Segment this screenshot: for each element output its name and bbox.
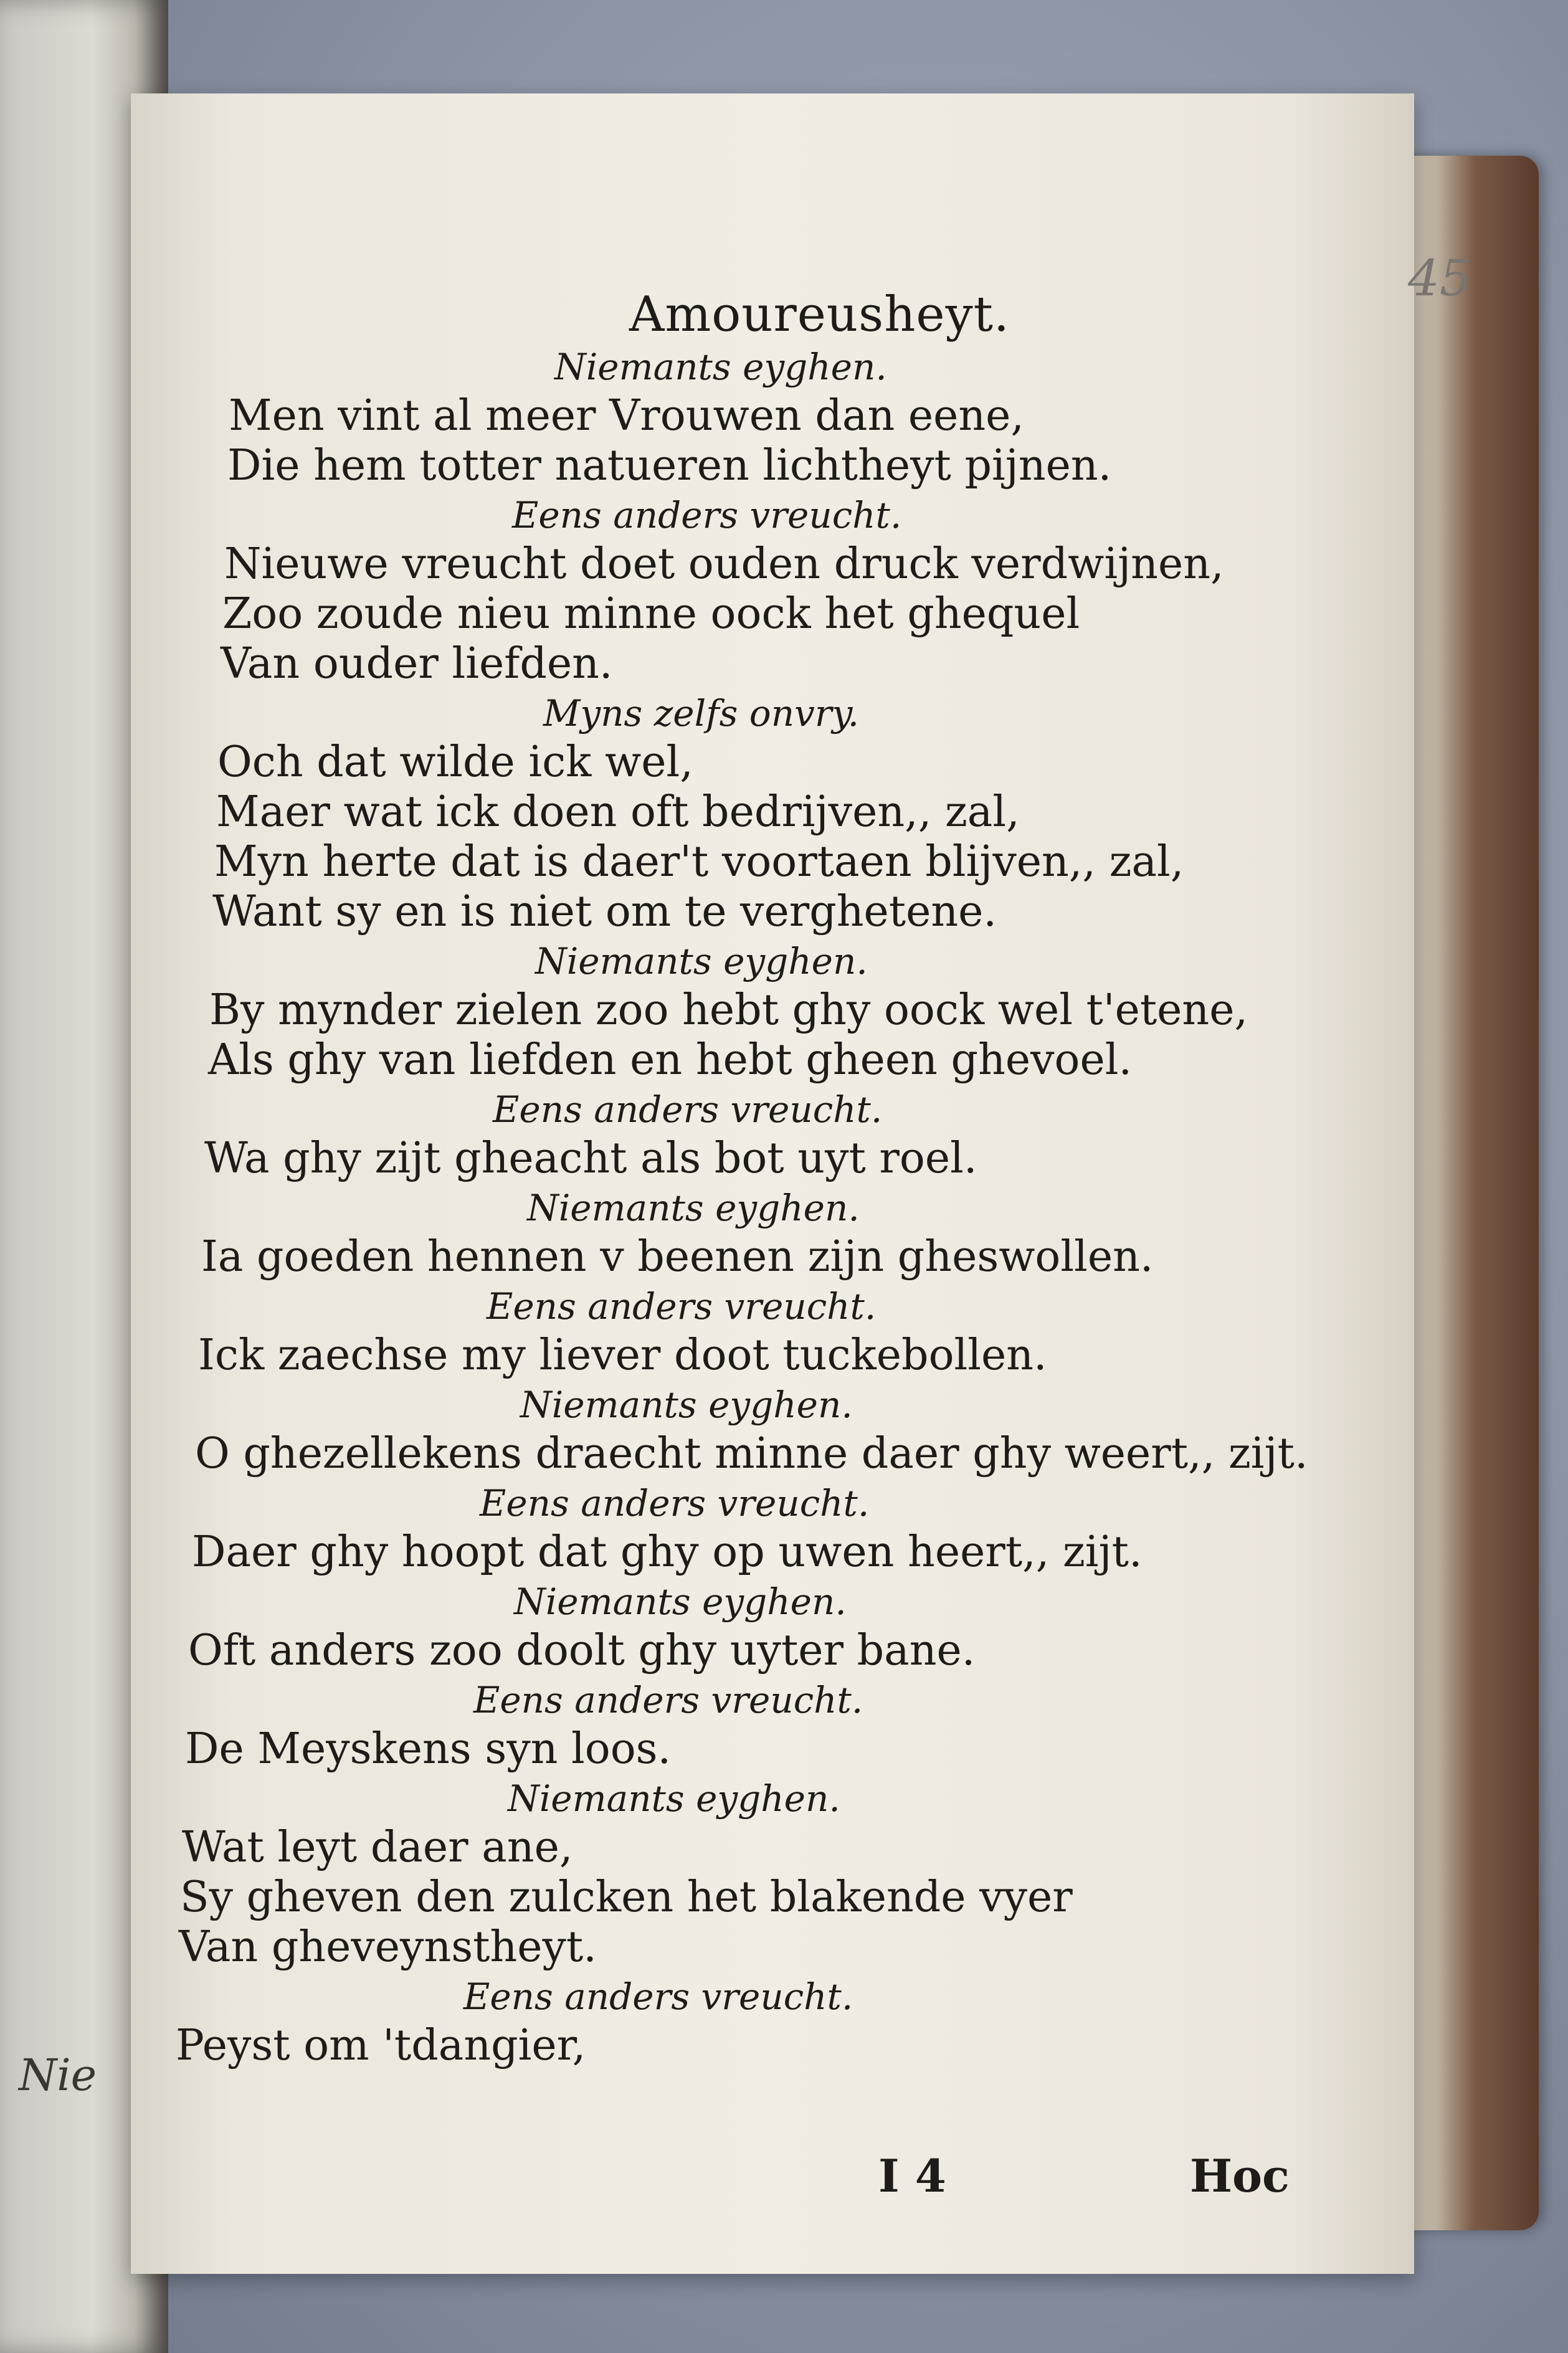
verse-line: O ghezellekens draecht minne daer ghy weert,, zijt. (195, 1429, 1308, 1478)
verse-line: Daer ghy hoopt dat ghy op uwen heert,, zijt. (192, 1528, 1143, 1577)
page-footer (131, 2149, 1414, 2212)
verse-line: Wa ghy zijt gheacht als bot uyt roel. (204, 1134, 977, 1183)
speaker-heading: Eens anders vreucht. (512, 494, 902, 536)
verse-line: Nieuwe vreucht doet ouden druck verdwijnen, (224, 540, 1224, 589)
verse-line: Ia goeden hennen v beenen zijn gheswollen. (201, 1232, 1154, 1281)
speaker-heading: Niemants eyghen. (554, 346, 887, 388)
speaker-heading: Niemants eyghen. (514, 1581, 847, 1623)
speaker-heading: Eens anders vreucht. (473, 1679, 863, 1721)
catchword: Hoc (1190, 2149, 1290, 2202)
verse-line: Wat leyt daer ane, (182, 1823, 573, 1872)
verse-line: By mynder zielen zoo hebt ghy oock wel t'etene, (209, 986, 1248, 1035)
verse-line: Zoo zoude nieu minne oock het ghequel (222, 589, 1080, 639)
verse-line: Maer wat ick doen oft bedrijven,, zal, (216, 787, 1020, 837)
verse-lines (176, 343, 1414, 2071)
verse-line: Men vint al meer Vrouwen dan eene, (229, 391, 1024, 440)
speaker-heading: Niemants eyghen. (520, 1384, 853, 1426)
book-cover-edge (1395, 156, 1539, 2230)
book-page (131, 93, 1471, 2274)
speaker-heading: Eens anders vreucht. (487, 1285, 877, 1328)
verse-line: Myn herte dat is daer't voortaen blijven,, zal, (214, 837, 1184, 887)
verse-line: Van ouder liefden. (221, 639, 613, 688)
running-head: Amoureusheyt. (629, 287, 1010, 343)
speaker-heading: Niemants eyghen. (527, 1187, 860, 1229)
speaker-heading: Eens anders vreucht. (463, 1975, 853, 2018)
verse-line: Och dat wilde ick wel, (217, 738, 693, 787)
page-text (176, 287, 1414, 2071)
verse-line: Peyst om 'tdangier, (176, 2021, 586, 2070)
verse-line: Ick zaechse my liever doot tuckebollen. (198, 1331, 1047, 1380)
left-page-fragment: Nie (19, 2050, 97, 2101)
verse-line: Want sy en is niet om te verghetene. (212, 887, 997, 936)
verse-line: Als ghy van liefden en hebt gheen ghevoel. (208, 1035, 1133, 1085)
speaker-heading: Myns zelfs onvry. (543, 692, 860, 734)
signature-mark: I 4 (878, 2149, 946, 2202)
verse-line: De Meyskens syn loos. (185, 1724, 672, 1774)
verse-line: Die hem totter natueren lichtheyt pijnen. (227, 441, 1112, 490)
verse-line: Van gheveynstheyt. (179, 1923, 597, 1972)
verse-line: Oft anders zoo doolt ghy uyter bane. (188, 1626, 976, 1675)
speaker-heading: Eens anders vreucht. (480, 1482, 870, 1524)
speaker-heading: Eens anders vreucht. (493, 1088, 883, 1131)
verse-line: Sy gheven den zulcken het blakende vyer (180, 1873, 1073, 1922)
speaker-heading: Niemants eyghen. (508, 1777, 840, 1820)
handwritten-page-number: 45 (1408, 249, 1471, 307)
speaker-heading: Niemants eyghen. (535, 940, 868, 982)
